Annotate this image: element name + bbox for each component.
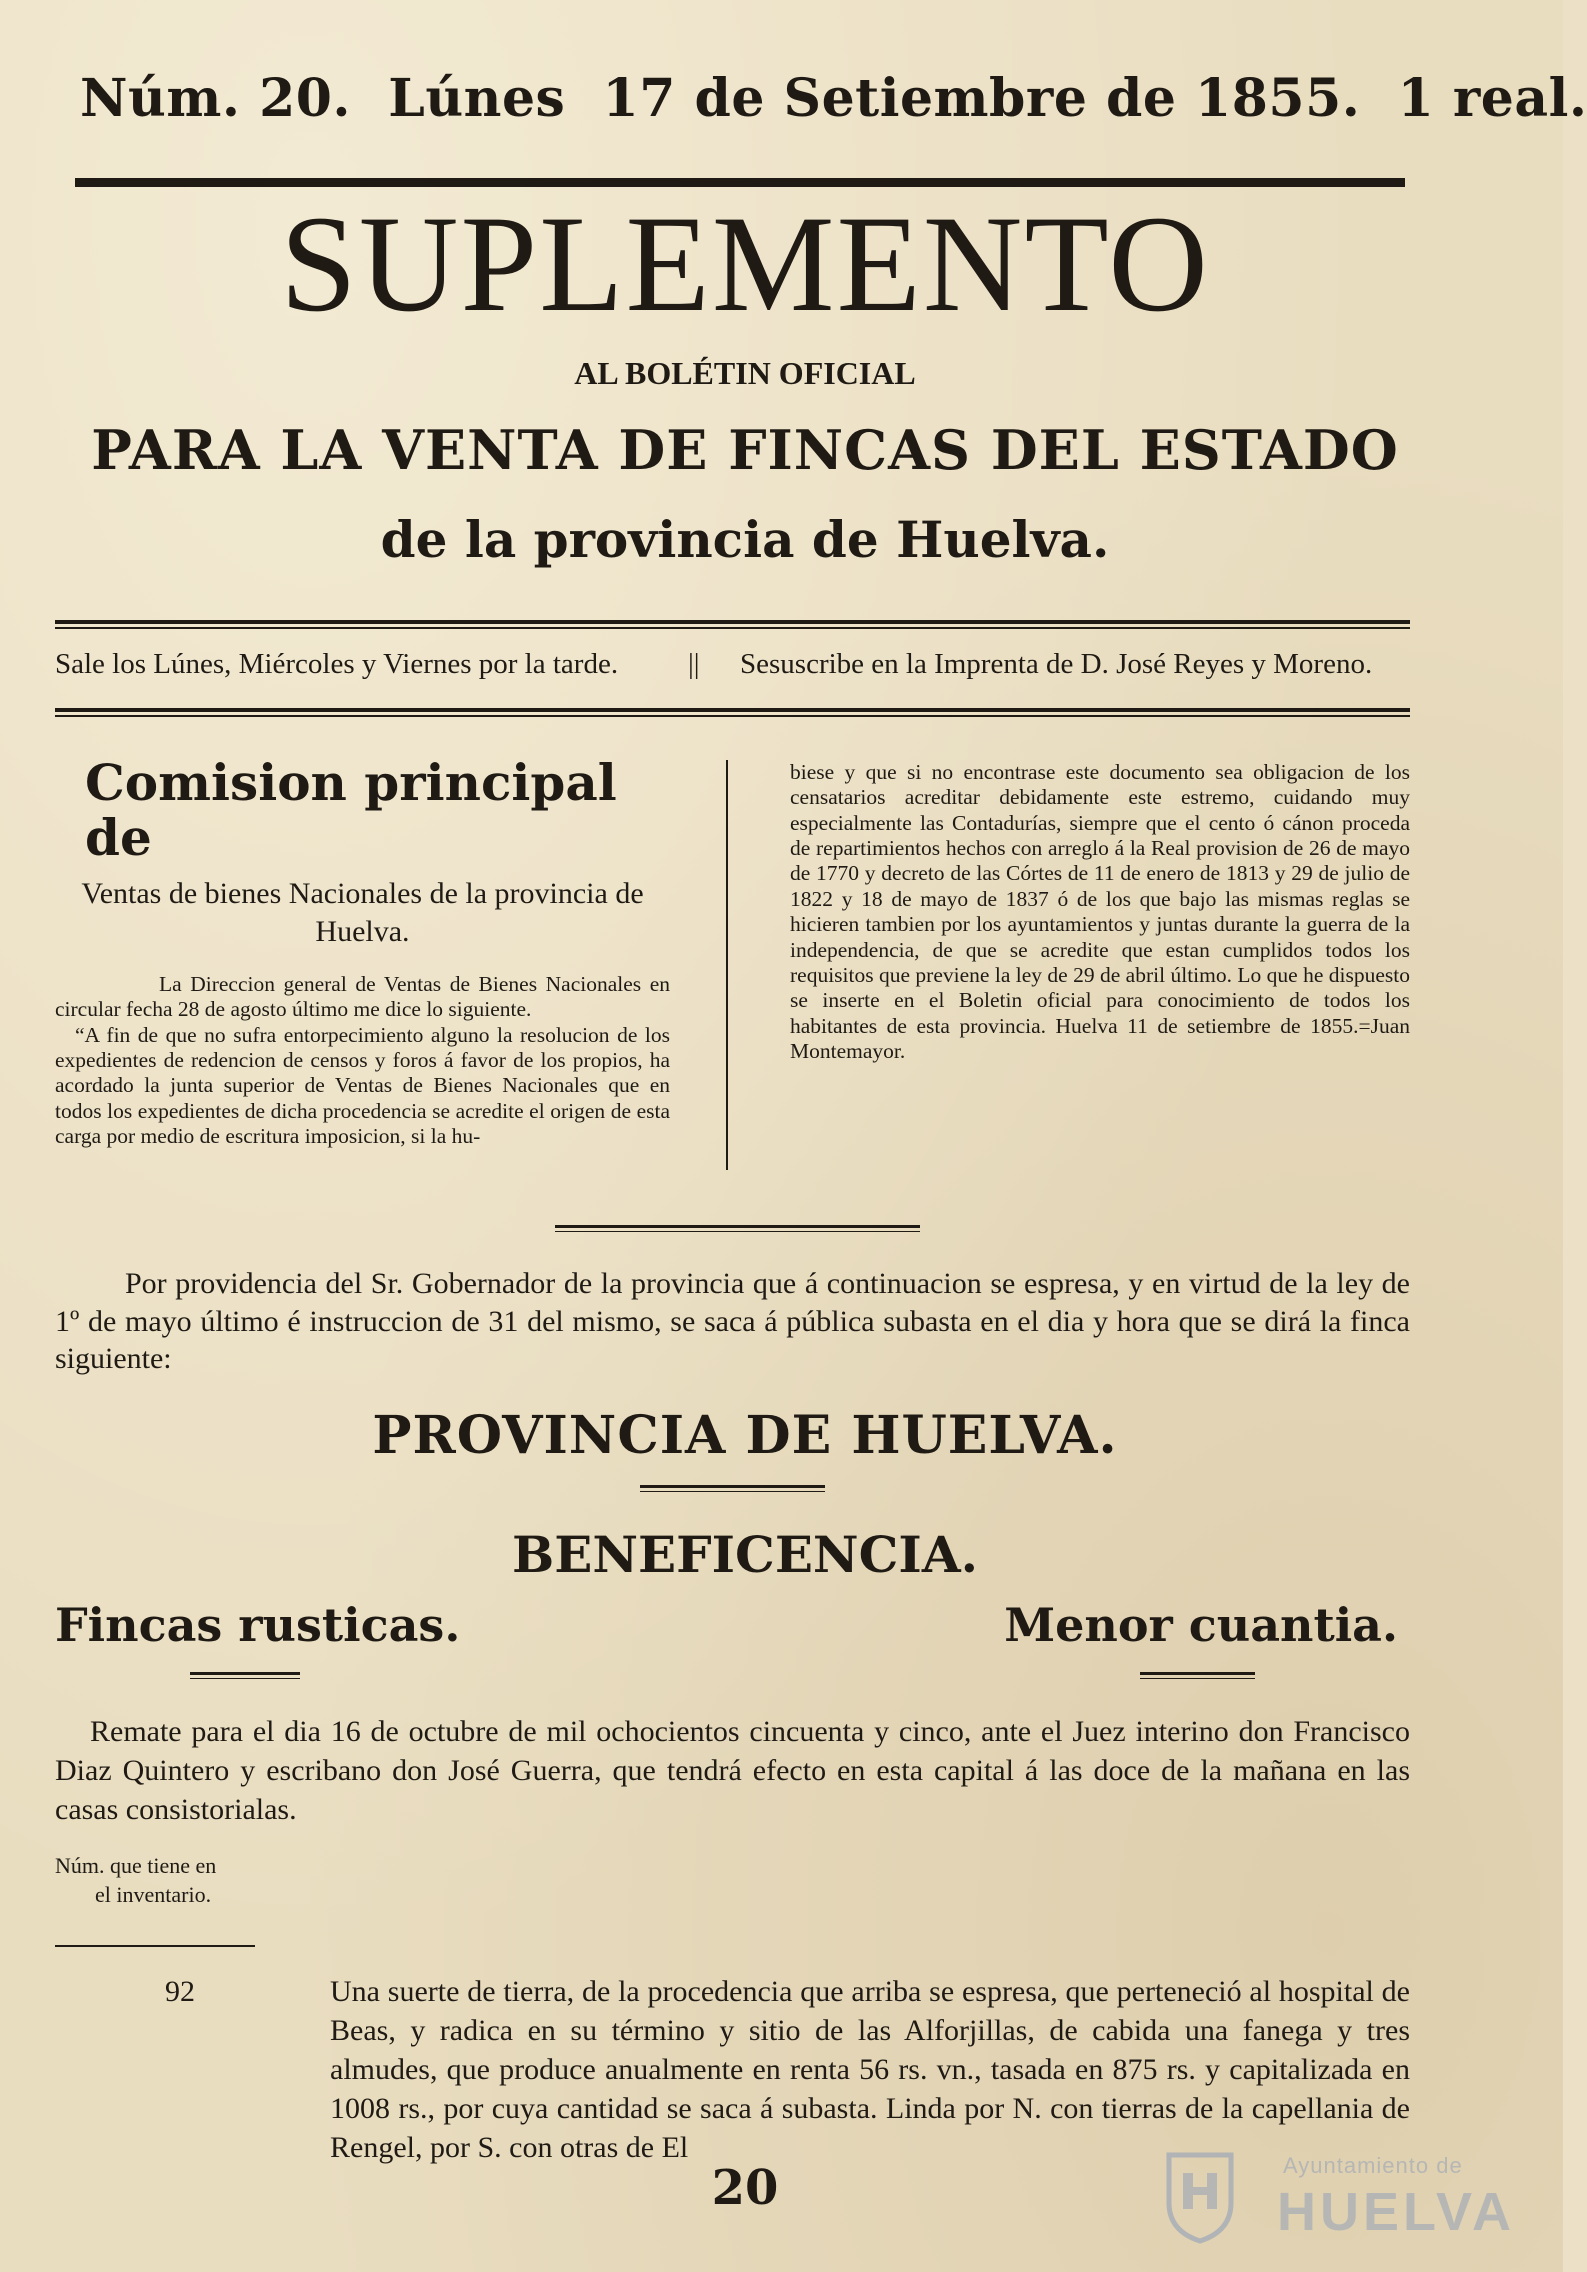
subtitle-line-1: AL BOLÉTIN OFICIAL [574, 355, 916, 391]
inventory-label-line-1: Núm. que tiene en [55, 1853, 217, 1878]
province-heading: PROVINCIA DE HUELVA. [372, 1405, 1118, 1466]
watermark-line-2: HUELVA [1277, 2182, 1515, 2242]
issue-date: 17 de Setiembre de 1855. [602, 68, 1361, 129]
publication-schedule: Sale los Lúnes, Miércoles y Viernes por la tarde. [55, 648, 619, 680]
right-heading-rule [1140, 1672, 1255, 1679]
city-shield-icon [1165, 2151, 1235, 2243]
publication-separator: || [688, 648, 700, 680]
commission-heading: Comision principal de [85, 753, 617, 867]
issue-day: Lúnes [388, 68, 566, 129]
inventory-label [55, 1852, 305, 1909]
subtitle-line-3: de la provincia de Huelva. [380, 510, 1110, 569]
publication-subscription: Sesuscribe en la Imprenta de D. José Reyes y Moreno. [740, 648, 1373, 680]
commission-subheading: Ventas de bienes Nacionales de la provincia de Huelva. [81, 877, 644, 948]
section-rule-1 [555, 1225, 920, 1232]
intro-paragraph: Por providencia del Sr. Gobernador de la provincia que á continuacion se espresa, y en virtud de la ley de 1º de mayo último é instruccion de 31 del mismo, se saca á pública subasta en el dia y hora que se dirá la finca siguiente: [55, 1267, 1410, 1375]
commission-intro: La Direccion general de Ventas de Bienes Nacionales en circular fecha 28 de agosto último me dice lo siguiente. [55, 972, 670, 1022]
commission-body-left: “A fin de que no sufra entorpecimiento alguno la resolucion de los expedientes de redencion de censos y foros á favor de los propios, ha acordado la junta superior de Ventas de Bienes Nacionales que en todos los expedientes de dicha procedencia se acredite el origen de esta carga por medio de escritura imposicion, si la hu- [55, 1022, 670, 1149]
watermark [1165, 2145, 1545, 2255]
commission-column-right [790, 760, 1410, 1064]
left-heading-rule [190, 1672, 300, 1679]
page-number: 20 [711, 2160, 779, 2216]
item-description: Una suerte de tierra, de la procedencia que arriba se espresa, que perteneció al hospital de Beas, y radica en su término y sitio de las Alforjillas, de cabida una fanega y tres almudes, que produce anualmente en renta 56 rs. vn., tasada en 875 rs. y capitalizada en 1008 rs., por cuya cantidad se saca á subasta. Linda por N. con tierras de la capellania de Rengel, por S. con otras de El [330, 1975, 1410, 2164]
left-heading: Fincas rusticas. [55, 1598, 461, 1652]
subtitle-line-2: PARA LA VENTA DE FINCAS DEL ESTADO [91, 418, 1399, 482]
issue-number: Núm. 20. [80, 68, 352, 129]
commission-column-left [55, 755, 670, 1150]
info-rule-bottom [55, 708, 1410, 717]
section-rule-2 [640, 1485, 825, 1492]
item-number: 92 [165, 1975, 195, 2008]
info-rule-top [55, 620, 1410, 629]
watermark-line-1: Ayuntamiento de [1283, 2153, 1463, 2178]
issue-price: 1 real. [1397, 68, 1587, 129]
inventory-rule [55, 1945, 255, 1947]
right-heading: Menor cuantia. [1004, 1598, 1398, 1652]
section-heading: BENEFICENCIA. [511, 1525, 979, 1584]
page-title: SUPLEMENTO [280, 187, 1210, 340]
commission-body-right: biese y que si no encontrase este documento sea obligacion de los censatarios acreditar debidamente este estremo, cuidando muy especialmente las Contadurías, siempre que el cento ó cánon proceda de repartimientos hechos con arreglo á la Real provision de 26 de mayo de 1770 y decreto de las Córtes de 11 de enero de 1813 y 29 de julio de 1822 y 18 de mayo de 1837 ó de los que bajo las mismas reglas se hicieren tambien por los ayuntamientos y juntas durante la guerra de la independencia, de que se acredite que estan cumplidos todos los requisitos que previene la ley de 29 de abril último. Lo que he dispuesto se inserte en el Boletin oficial para conocimiento de todos los habitantes de esta provincia. Huelva 11 de setiembre de 1855.=Juan Montemayor. [790, 760, 1410, 1063]
inventory-label-line-2: el inventario. [95, 1881, 212, 1907]
masthead [80, 68, 1587, 129]
masthead-rule [75, 178, 1405, 187]
remate-paragraph: Remate para el dia 16 de octubre de mil ochocientos cincuenta y cinco, ante el Juez interino don Francisco Diaz Quintero y escribano don José Guerra, que tendrá efecto en esta capital á las doce de la mañana en las casas consistorialas. [55, 1715, 1410, 1826]
column-divider [726, 760, 728, 1170]
